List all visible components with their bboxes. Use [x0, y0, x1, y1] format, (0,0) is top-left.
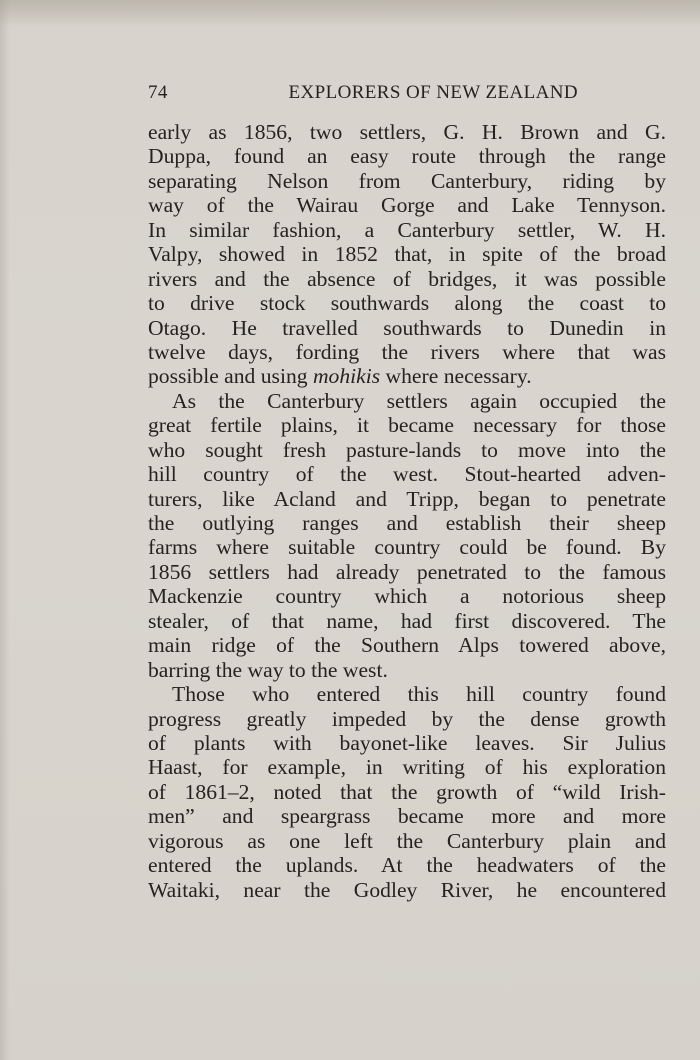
text-line: great fertile plains, it became necessary for those [148, 413, 666, 438]
text-line: progress greatly impeded by the dense growth [148, 706, 666, 731]
text-line-segment: possible and using [148, 364, 313, 389]
text-line: Valpy, showed in 1852 that, in spite of the broad [148, 242, 666, 267]
text-line: main ridge of the Southern Alps towered above, [148, 633, 666, 658]
text-line: who sought fresh pasture-lands to move into the [148, 437, 666, 462]
text-line: farms where suitable country could be found. By [148, 535, 666, 560]
text-line: 1856 settlers had already penetrated to the famous [148, 559, 666, 584]
text-line: the outlying ranges and establish their sheep [148, 511, 666, 535]
text-line [148, 364, 666, 388]
text-line: twelve days, fording the rivers where that was [148, 339, 666, 364]
text-line: to drive stock southwards along the coast to [148, 291, 666, 316]
running-head-title: EXPLORERS OF NEW ZEALAND [288, 82, 578, 103]
running-head [148, 82, 578, 108]
text-line: Mackenzie country which a notorious sheep [148, 584, 666, 609]
text-line: Waitaki, near the Godley River, he encountered [148, 877, 666, 902]
text-line: way of the Wairau Gorge and Lake Tennyson. [148, 193, 666, 218]
page-top-edge [0, 0, 700, 26]
text-line: Haast, for example, in writing of his exploration [148, 755, 666, 780]
italic-term: mohikis [312, 364, 381, 389]
page-left-edge [0, 0, 10, 1060]
text-line: separating Nelson from Canterbury, riding by [148, 168, 666, 193]
text-line: early as 1856, two settlers, G. H. Brown and G. [148, 120, 666, 144]
text-line: As the Canterbury settlers again occupied the [172, 388, 666, 413]
text-line: rivers and the absence of bridges, it was possible [148, 266, 666, 291]
text-line: of 1861–2, noted that the growth of “wild Irish- [148, 779, 666, 804]
body-text [148, 120, 666, 902]
text-line: Those who entered this hill country found [172, 682, 666, 707]
text-line: In similar fashion, a Canterbury settler, W. H. [148, 217, 666, 242]
text-line: of plants with bayonet-like leaves. Sir Julius [148, 730, 666, 755]
text-line: stealer, of that name, had first discovered. The [148, 608, 666, 633]
text-line: men” and speargrass became more and more [148, 804, 666, 829]
text-line: Duppa, found an easy route through the range [148, 144, 666, 169]
page-number: 74 [148, 82, 168, 103]
text-line: turers, like Acland and Tripp, began to penetrate [148, 486, 666, 511]
text-line: entered the uplands. At the headwaters of the [148, 853, 666, 878]
text-line: vigorous as one left the Canterbury plain and [148, 828, 666, 853]
text-line: hill country of the west. Stout-hearted adven- [148, 462, 666, 487]
text-line: Otago. He travelled southwards to Dunedin in [148, 315, 666, 340]
text-line-segment: where necessary. [380, 364, 532, 389]
text-line: barring the way to the west. [148, 657, 388, 682]
